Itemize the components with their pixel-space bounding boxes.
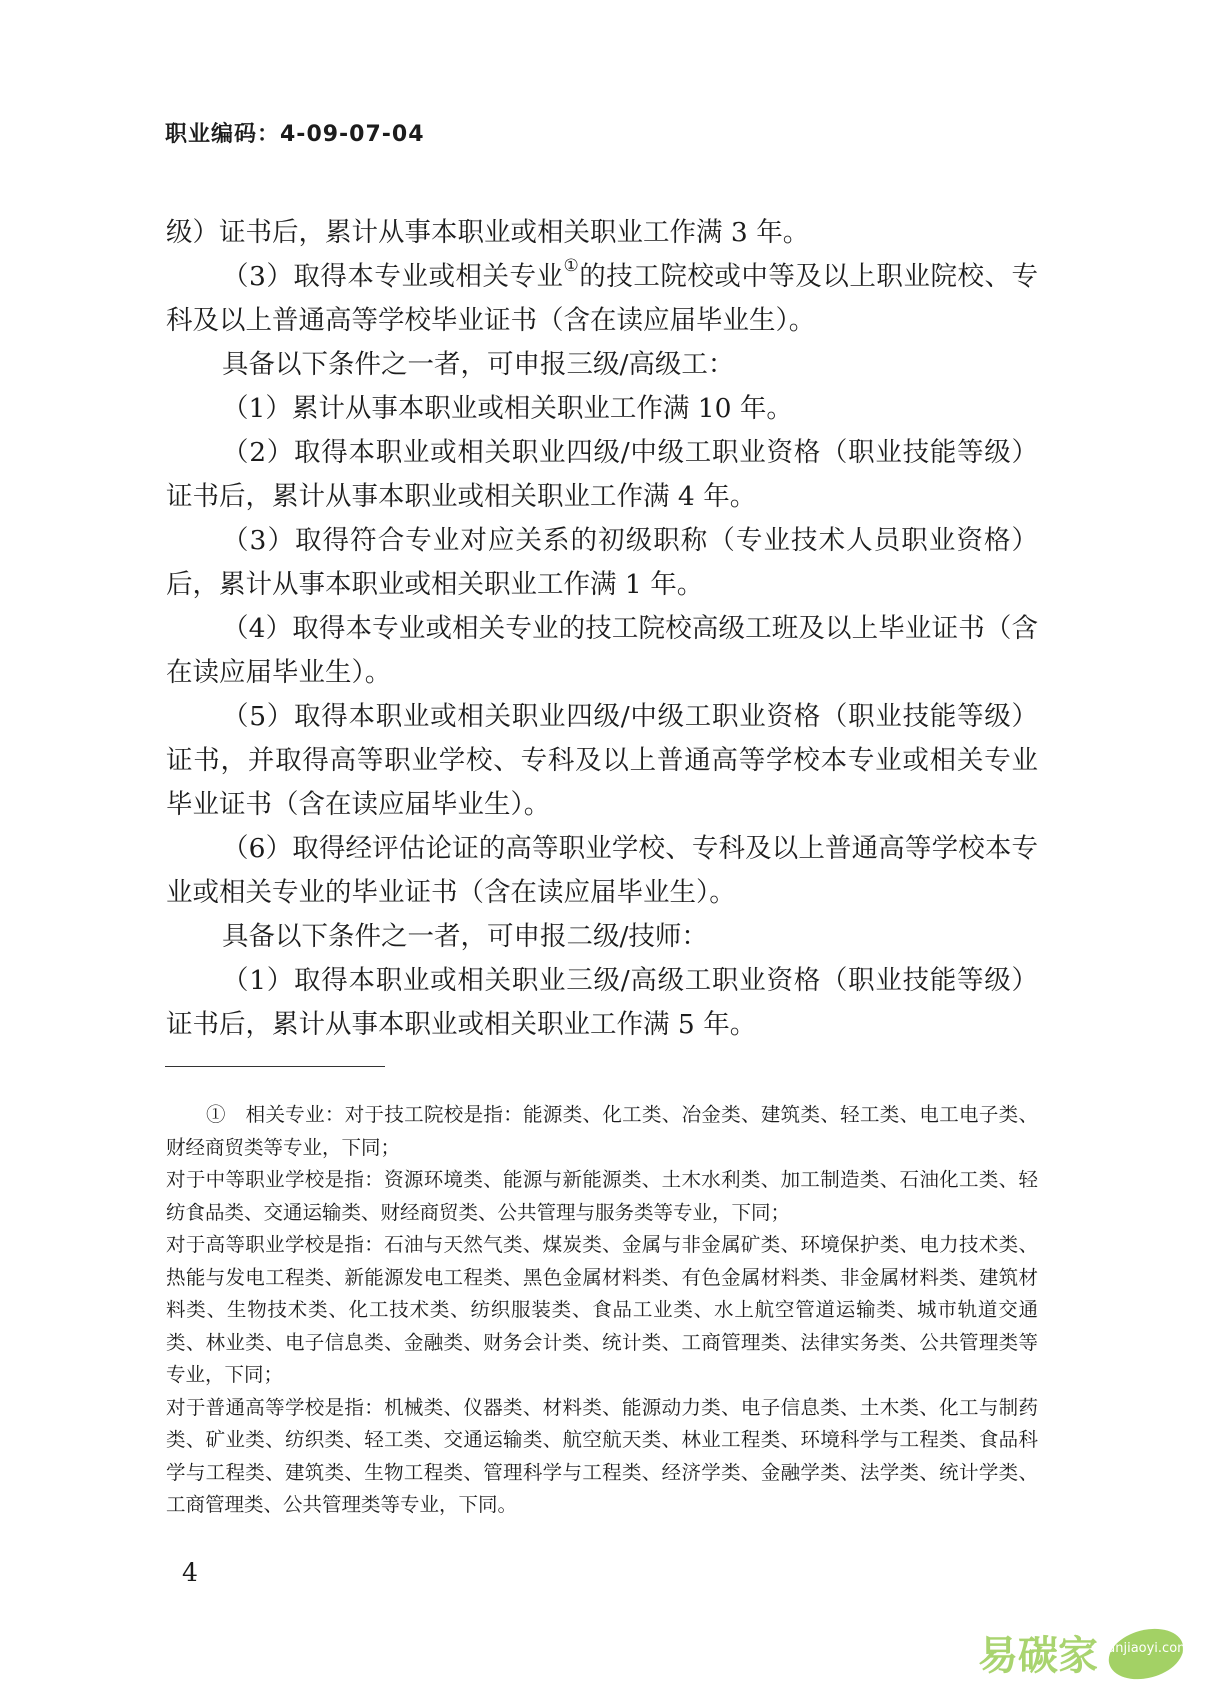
footnote-marker[interactable]: ① bbox=[563, 256, 580, 276]
paragraph: （3）取得本专业或相关专业①的技工院校或中等及以上职业院校、专科及以上普通高等学校毕业证书（含在读应届毕业生）。 bbox=[166, 256, 1038, 336]
paragraph: （6）取得经评估论证的高等职业学校、专科及以上普通高等学校本专业或相关专业的毕业证书（含在读应届毕业生）。 bbox=[166, 833, 1038, 908]
footnote-divider bbox=[165, 1066, 385, 1067]
paragraph: 具备以下条件之一者，可申报二级/技师： bbox=[222, 921, 708, 952]
paragraph: （1）累计从事本职业或相关职业工作满 10 年。 bbox=[222, 393, 793, 424]
footnote bbox=[166, 1099, 1038, 1522]
paragraph: （3）取得符合专业对应关系的初级职称（专业技术人员职业资格）后，累计从事本职业或相关职业工作满 1 年。 bbox=[166, 525, 1038, 600]
footnote-paragraph: 对于中等职业学校是指：资源环境类、能源与新能源类、土木水利类、加工制造类、石油化工类、轻纺食品类、交通运输类、财经商贸类、公共管理与服务类等专业，下同； bbox=[166, 1168, 1038, 1224]
paragraph: （2）取得本职业或相关职业四级/中级工职业资格（职业技能等级）证书后，累计从事本职业或相关职业工作满 4 年。 bbox=[166, 437, 1038, 512]
paragraph: （4）取得本专业或相关专业的技工院校高级工班及以上毕业证书（含在读应届毕业生）。 bbox=[166, 613, 1038, 688]
paragraph: （5）取得本职业或相关职业四级/中级工职业资格（职业技能等级）证书，并取得高等职业学校、专科及以上普通高等学校本专业或相关专业毕业证书（含在读应届毕业生）。 bbox=[166, 701, 1038, 820]
footnote-paragraph: ① 相关专业：对于技工院校是指：能源类、化工类、冶金类、建筑类、轻工类、电工电子类、财经商贸类等专业，下同； bbox=[166, 1103, 1038, 1159]
paragraph: 级）证书后，累计从事本职业或相关职业工作满 3 年。 bbox=[166, 217, 810, 248]
watermark-domain-text: tanjiaoyi.com bbox=[1102, 1641, 1190, 1656]
footnote-paragraph: 对于普通高等学校是指：机械类、仪器类、材料类、能源动力类、电子信息类、土木类、化工与制药类、矿业类、纺织类、轻工类、交通运输类、航空航天类、林业工程类、环境科学与工程类、食品科学与工程类、建筑类、生物工程类、管理科学与工程类、经济学类、金融学类、法学类、统计学类、工商管理类、公共管理类等专业，下同。 bbox=[166, 1395, 1038, 1516]
occupation-code-header: 职业编码：4-09-07-04 bbox=[165, 122, 425, 147]
watermark-leaf-icon bbox=[1102, 1621, 1190, 1687]
footnote-paragraph: 对于高等职业学校是指：石油与天然气类、煤炭类、金属与非金属矿类、环境保护类、电力技术类、热能与发电工程类、新能源发电工程类、黑色金属材料类、有色金属材料类、非金属材料类、建筑材料类、生物技术类、化工技术类、纺织服装类、食品工业类、水上航空管道运输类、城市轨道交通类、林业类、电子信息类、金融类、财务会计类、统计类、工商管理类、法律实务类、公共管理类等专业，下同； bbox=[166, 1233, 1038, 1386]
main-text bbox=[166, 211, 1038, 1047]
watermark-logo bbox=[976, 1621, 1198, 1687]
paragraph: 具备以下条件之一者，可申报三级/高级工： bbox=[222, 349, 735, 380]
watermark-brand-text: 易碳家 bbox=[978, 1633, 1098, 1679]
paragraph: （1）取得本职业或相关职业三级/高级工职业资格（职业技能等级）证书后，累计从事本职业或相关职业工作满 5 年。 bbox=[166, 965, 1038, 1040]
page-number: 4 bbox=[182, 1558, 198, 1587]
